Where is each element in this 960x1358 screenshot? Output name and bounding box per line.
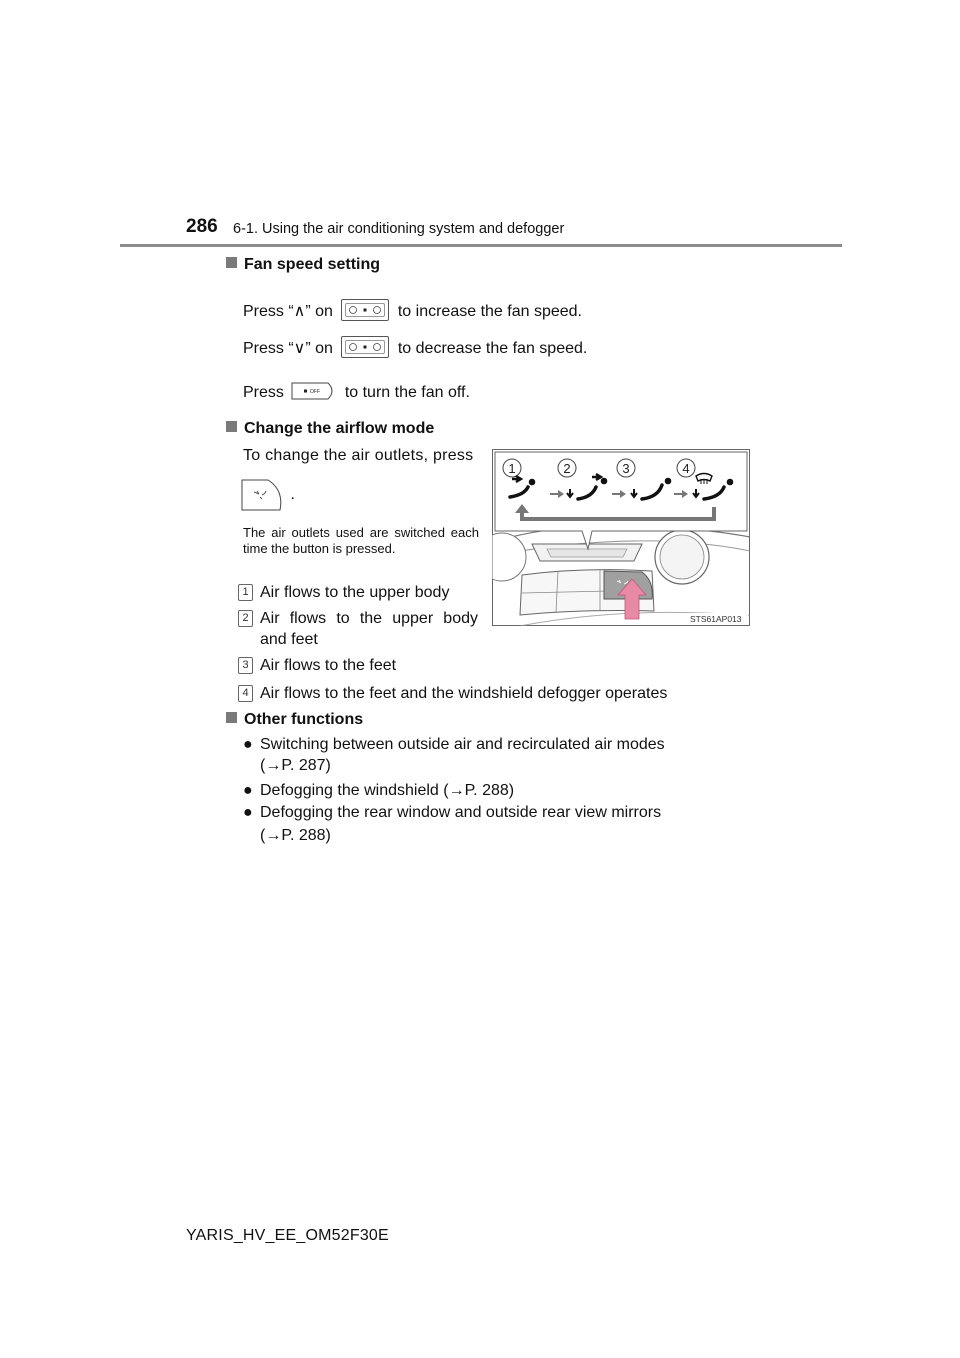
airflow-note: The air outlets used are switched each time the button is pressed. (243, 525, 479, 556)
airflow-mode-button-line: . (240, 478, 295, 512)
fan-speed-heading: Fan speed setting (226, 256, 380, 274)
svg-text:1: 1 (508, 461, 516, 476)
callout-number: 3 (238, 657, 253, 674)
airflow-instruction: To change the air outlets, press (243, 447, 474, 464)
bullet-dot-icon: ● (243, 804, 253, 821)
fan-speed-button-icon (341, 336, 389, 358)
fan-off-button-icon (290, 380, 338, 402)
callout-number: 2 (238, 610, 253, 627)
svg-text:3: 3 (622, 461, 630, 476)
fan-increase-line: Press “∧” on to increase the fan speed. (243, 301, 582, 323)
fan-speed-button-icon (341, 299, 389, 321)
section-title: 6-1. Using the air conditioning system and defogger (233, 221, 565, 237)
airflow-illustration (492, 449, 750, 626)
fan-decrease-line: Press “∨” on to decrease the fan speed. (243, 338, 587, 360)
bullet-dot-icon: ● (243, 736, 253, 753)
airflow-item-2-cont: and feet (260, 631, 318, 648)
svg-text:2: 2 (563, 461, 571, 476)
footer-code: YARIS_HV_EE_OM52F30E (186, 1227, 389, 1244)
fan-off-line: Press OFF to turn the fan off. (243, 382, 470, 404)
callout-number: 4 (238, 685, 253, 702)
airflow-heading: Change the airflow mode (226, 420, 434, 438)
airflow-mode-button-icon (240, 478, 286, 512)
heading-square-icon (226, 712, 237, 723)
header-rule (120, 244, 842, 247)
callout-number: 1 (238, 584, 253, 601)
figure-code: STS61AP013 (690, 614, 742, 624)
svg-text:OFF: OFF (310, 389, 321, 395)
other-bullet-3-ref[interactable]: (→P. 288) (260, 827, 331, 844)
svg-text:4: 4 (682, 461, 690, 476)
heading-square-icon (226, 421, 237, 432)
page-number: 286 (186, 216, 218, 237)
other-functions-heading: Other functions (226, 711, 363, 729)
other-bullet-1-ref[interactable]: (→P. 287) (260, 757, 331, 774)
heading-square-icon (226, 257, 237, 268)
bullet-dot-icon: ● (243, 782, 253, 799)
